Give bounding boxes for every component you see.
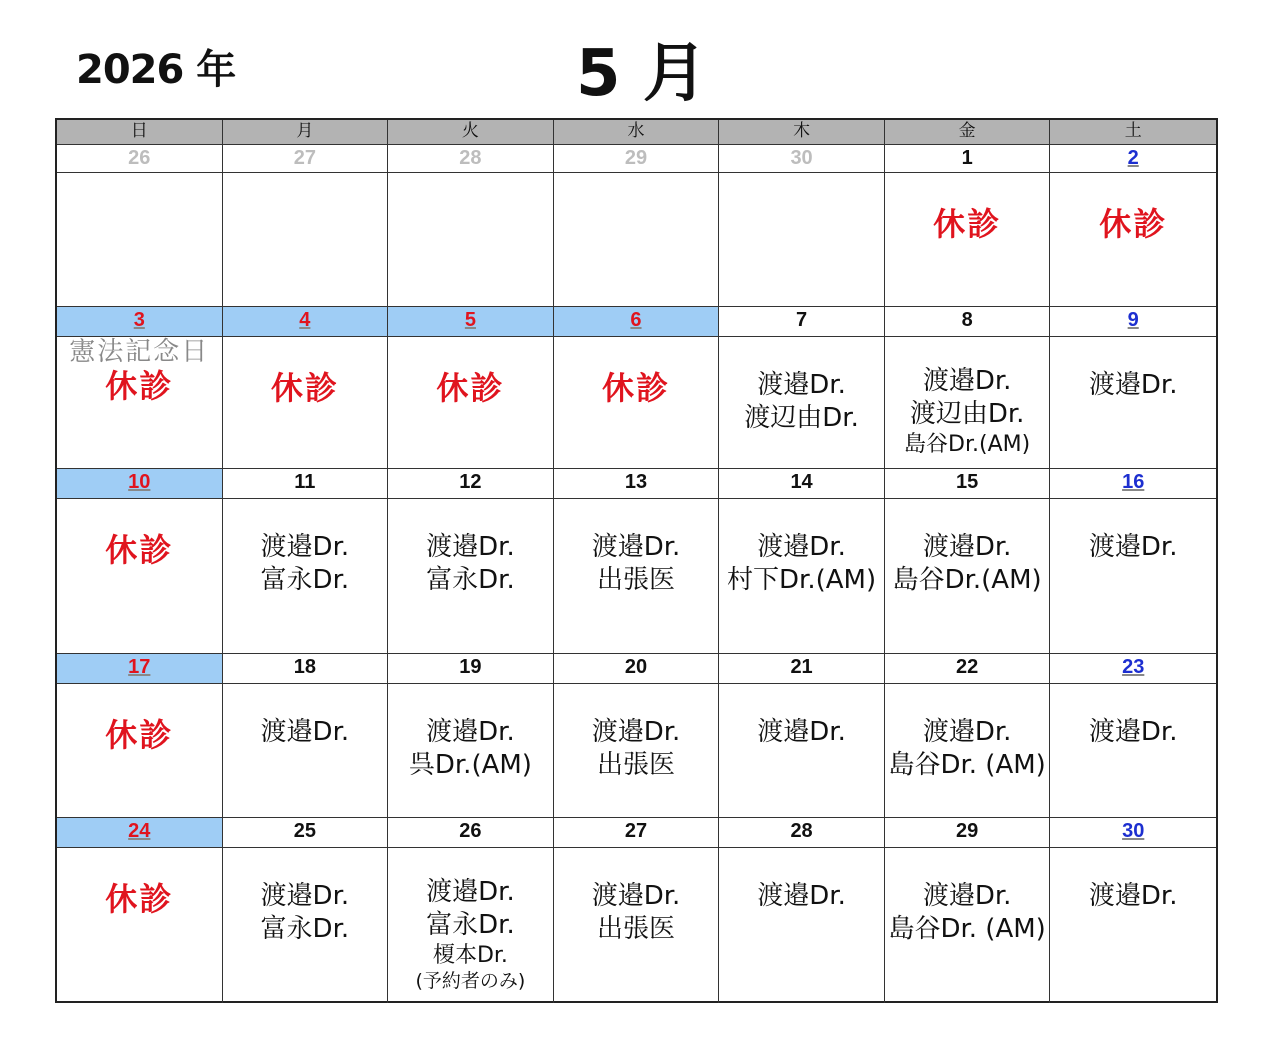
closed-label: 休診 [601, 369, 670, 407]
doctor-line: 渡邉Dr. [1088, 717, 1178, 747]
doctor-line: 渡邉Dr. [757, 717, 846, 747]
day-number: 1 [885, 145, 1051, 173]
day-cell [1050, 173, 1216, 307]
day-cell [57, 173, 223, 307]
weekday-header: 月 [223, 120, 389, 145]
doctor-line: 島谷Dr. (AM) [888, 750, 1046, 780]
doctor-line: 島谷Dr.(AM) [904, 432, 1031, 457]
day-cell [885, 684, 1051, 818]
doctor-line: 富永Dr. [426, 565, 515, 595]
day-number: 5 [388, 307, 554, 337]
doctor-line: 渡邉Dr. [260, 717, 350, 747]
day-cell [554, 684, 720, 818]
doctor-line: 渡邉Dr. [426, 532, 515, 562]
doctor-line: 渡邉Dr. [591, 717, 681, 747]
day-number: 6 [554, 307, 720, 337]
day-number: 12 [388, 469, 554, 499]
doctor-line: 出張医 [596, 914, 675, 944]
day-number: 18 [223, 654, 389, 684]
day-cell [885, 499, 1051, 654]
closed-label: 休診 [105, 531, 174, 569]
day-number: 28 [388, 145, 554, 173]
closed-label: 休診 [105, 880, 174, 918]
year-label: 2026 年 [76, 47, 236, 93]
month-title: 5 月 [576, 37, 707, 111]
closed-label: 休診 [436, 369, 505, 407]
day-number: 4 [223, 307, 389, 337]
day-number: 27 [554, 818, 720, 848]
day-cell [554, 173, 720, 307]
day-number: 26 [57, 145, 223, 173]
day-number: 10 [57, 469, 223, 499]
day-cell [885, 337, 1051, 469]
weekday-header: 土 [1050, 120, 1216, 145]
day-cell [885, 173, 1051, 307]
day-number: 3 [57, 307, 223, 337]
day-number: 9 [1050, 307, 1216, 337]
day-number: 28 [719, 818, 885, 848]
doctor-line: 富永Dr. [426, 910, 515, 940]
day-number: 7 [719, 307, 885, 337]
day-number: 17 [57, 654, 223, 684]
day-number: 13 [554, 469, 720, 499]
day-cell [1050, 684, 1216, 818]
day-cell [223, 337, 389, 469]
closed-label: 休診 [933, 205, 1002, 243]
day-cell [554, 848, 720, 1003]
doctor-line: 渡邉Dr. [922, 366, 1012, 396]
day-cell [1050, 499, 1216, 654]
day-number: 16 [1050, 469, 1216, 499]
day-cell [388, 337, 554, 469]
doctor-line: 島谷Dr.(AM) [892, 565, 1042, 595]
weekday-header: 日 [57, 120, 223, 145]
day-cell [719, 684, 885, 818]
day-number: 22 [885, 654, 1051, 684]
day-number: 19 [388, 654, 554, 684]
day-cell [719, 848, 885, 1003]
doctor-line: 富永Dr. [260, 914, 350, 944]
day-cell [57, 848, 223, 1003]
doctor-line: 渡邉Dr. [757, 881, 846, 911]
doctor-line: 渡邉Dr. [757, 370, 846, 400]
day-cell [388, 173, 554, 307]
doctor-line: 富永Dr. [260, 565, 350, 595]
day-number: 23 [1050, 654, 1216, 684]
day-cell [223, 684, 389, 818]
day-number: 14 [719, 469, 885, 499]
doctor-line: 渡邉Dr. [922, 717, 1012, 747]
doctor-line: 渡邉Dr. [591, 532, 681, 562]
day-cell [57, 337, 223, 469]
doctor-line: 出張医 [596, 750, 675, 780]
doctor-line: 渡辺由Dr. [744, 403, 859, 433]
day-number: 15 [885, 469, 1051, 499]
day-number: 27 [223, 145, 389, 173]
doctor-line: 渡邉Dr. [591, 881, 681, 911]
holiday-name: 憲法記念日 [69, 337, 210, 367]
closed-label: 休診 [1099, 205, 1168, 243]
day-number: 25 [223, 818, 389, 848]
day-number: 21 [719, 654, 885, 684]
day-number: 26 [388, 818, 554, 848]
day-cell [719, 337, 885, 469]
calendar-grid [55, 118, 1218, 1003]
day-cell [1050, 337, 1216, 469]
weekday-header: 金 [885, 120, 1051, 145]
doctor-line: 渡邉Dr. [922, 881, 1012, 911]
doctor-line: 出張医 [596, 565, 675, 595]
day-number: 11 [223, 469, 389, 499]
closed-label: 休診 [105, 716, 174, 754]
doctor-line: 島谷Dr. (AM) [888, 914, 1046, 944]
doctor-line: 榎本Dr. [432, 943, 508, 968]
day-cell [388, 499, 554, 654]
day-cell [554, 499, 720, 654]
day-cell [223, 848, 389, 1003]
doctor-line: 渡邉Dr. [922, 532, 1012, 562]
doctor-line: 渡邉Dr. [426, 717, 515, 747]
day-number: 20 [554, 654, 720, 684]
doctor-line: 渡邉Dr. [1088, 532, 1178, 562]
doctor-line: 渡邉Dr. [426, 877, 515, 907]
day-cell [57, 499, 223, 654]
day-cell [223, 173, 389, 307]
day-cell [1050, 848, 1216, 1003]
day-number: 2 [1050, 145, 1216, 173]
day-number: 29 [885, 818, 1051, 848]
weekday-header: 火 [388, 120, 554, 145]
day-cell [223, 499, 389, 654]
doctor-line: 渡辺由Dr. [909, 399, 1025, 429]
day-cell [388, 848, 554, 1003]
day-cell [554, 337, 720, 469]
weekday-header: 木 [719, 120, 885, 145]
weekday-header: 水 [554, 120, 720, 145]
day-number: 8 [885, 307, 1051, 337]
doctor-line: 渡邉Dr. [260, 532, 350, 562]
doctor-line: 渡邉Dr. [1088, 370, 1178, 400]
day-number: 30 [1050, 818, 1216, 848]
day-cell [719, 499, 885, 654]
doctor-line: (予約者のみ) [415, 970, 526, 992]
doctor-line: 渡邉Dr. [757, 532, 846, 562]
doctor-line: 渡邉Dr. [1088, 881, 1178, 911]
doctor-line: 呉Dr.(AM) [408, 750, 532, 780]
day-cell [57, 684, 223, 818]
closed-label: 休診 [270, 369, 339, 407]
doctor-line: 渡邉Dr. [260, 881, 350, 911]
day-number: 30 [719, 145, 885, 173]
doctor-line: 村下Dr.(AM) [727, 565, 877, 595]
day-number: 29 [554, 145, 720, 173]
day-number: 24 [57, 818, 223, 848]
day-cell [388, 684, 554, 818]
closed-label: 休診 [105, 367, 174, 405]
day-cell [885, 848, 1051, 1003]
day-cell [719, 173, 885, 307]
